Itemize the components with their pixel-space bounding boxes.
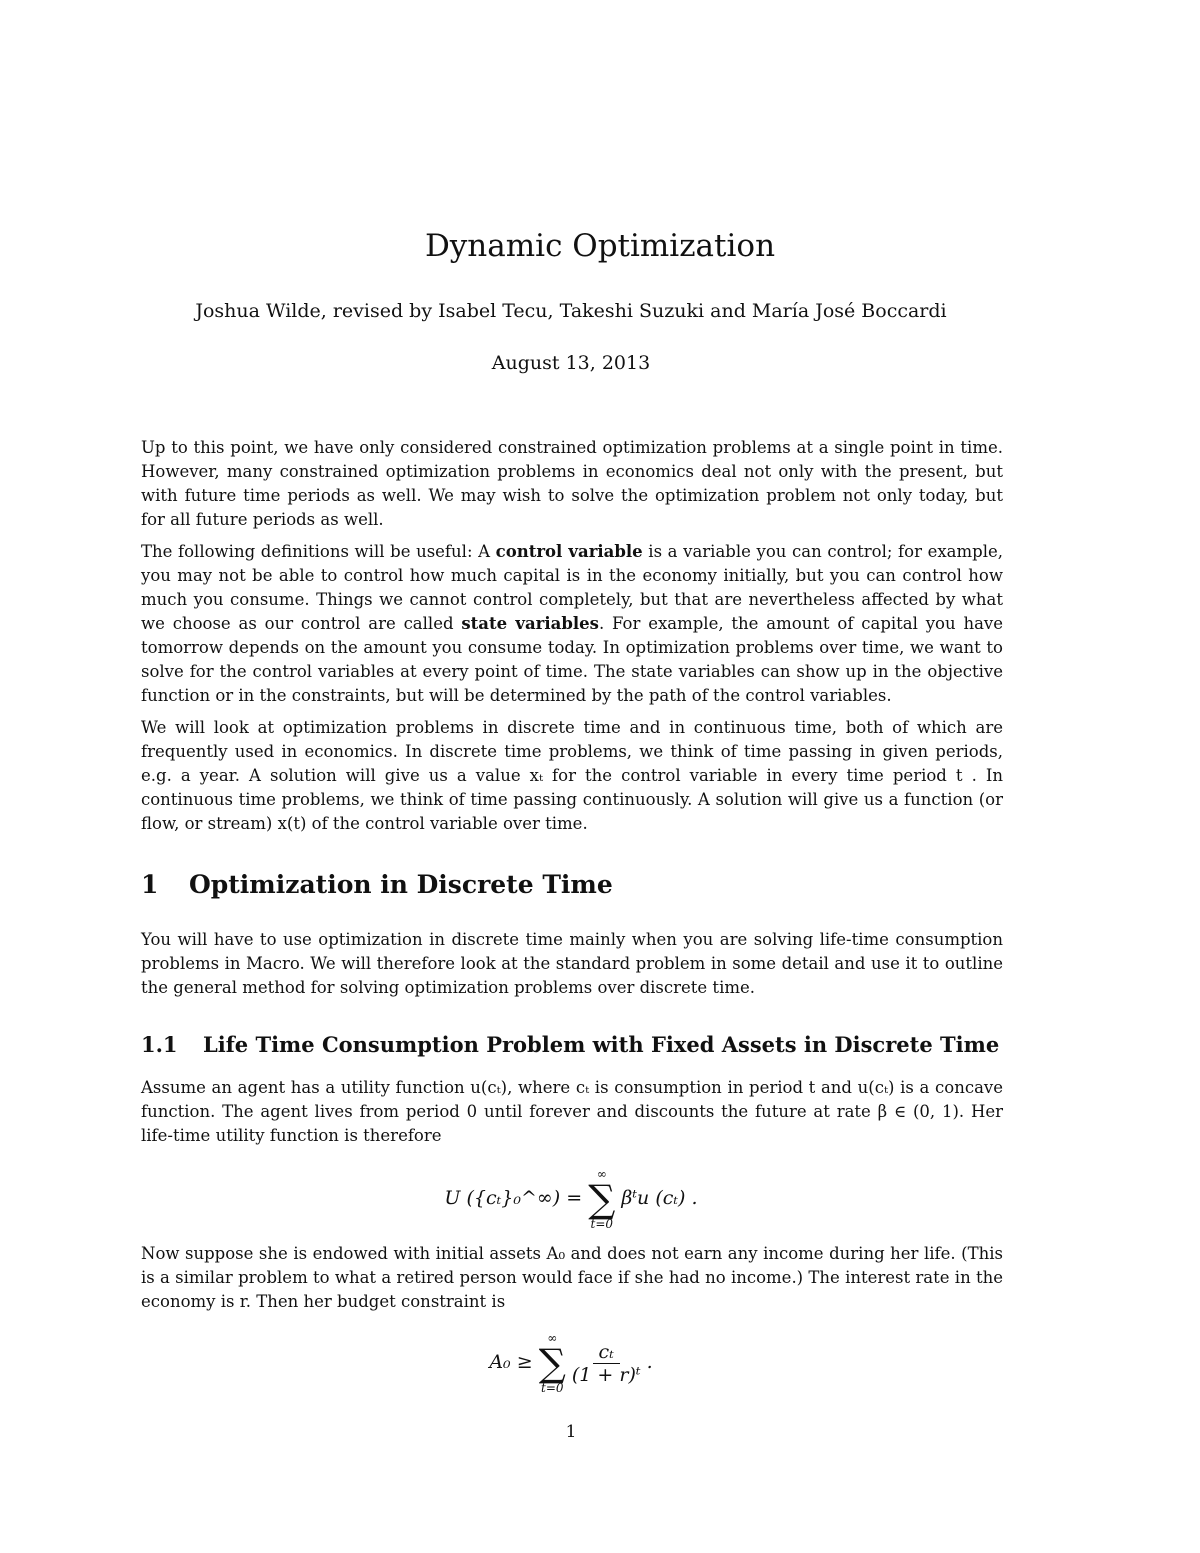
paper-title: Dynamic Optimization <box>424 228 776 264</box>
term-control-variable: control variable <box>495 542 643 561</box>
eq2-lhs: A₀ ≥ <box>489 1351 533 1373</box>
eq2-period: . <box>646 1351 653 1373</box>
term-state-variables: state variables <box>461 614 599 633</box>
eq1-summation <box>588 1168 615 1230</box>
intro-paragraph-3-text: We will look at optimization problems in discrete time and in continuous time, both of which are frequently used in economics. In discrete time problems, we think of time passing in given periods, e.g. a year. A solution will give us a value xₜ for the control variable in every time period t . In continuous time problems, we think of time passing continuously. A solution will give us a function (or flow, or stream) x(t) of the control variable over time. <box>141 718 1003 833</box>
section-1-1-title: Life Time Consumption Problem with Fixed Assets in Discrete Time <box>203 1032 1000 1057</box>
eq1-sum-lower: t=0 <box>590 1217 614 1231</box>
p2-text-b: is a variable you can control; for example, you may not be able to control how much capital is in the economy initially, but you can control how much you consume. Things we cannot control completely, but that are nevertheless affected by what we choose as our control are called <box>141 542 1003 633</box>
section-1-1-paragraph-1 <box>141 1076 1003 1148</box>
intro-paragraph-2 <box>141 540 1003 708</box>
equation-utility <box>0 1168 1142 1230</box>
eq2-sum-upper: ∞ <box>547 1331 558 1345</box>
intro-paragraph-1 <box>141 436 1003 532</box>
eq2-fraction <box>572 1341 641 1386</box>
section-1-paragraph-text: You will have to use optimization in discrete time mainly when you are solving life-time consumption problems in Macro. We will therefore look at the standard problem in some detail and use it to outline the general method for solving optimization problems over discrete time. <box>141 930 1003 997</box>
section-1-1-paragraph-2 <box>141 1242 1003 1314</box>
eq2-sum-symbol: ∑ <box>538 1341 566 1385</box>
eq1-sum-upper: ∞ <box>596 1167 607 1181</box>
intro-paragraph-1-text: Up to this point, we have only considered constrained optimization problems at a single point in time. However, many constrained optimization problems in economics deal not only with the present, but with future time periods as well. We may wish to solve the optimization problem not only today, but for all future periods as well. <box>141 438 1003 529</box>
eq1-sum-symbol: ∑ <box>588 1177 616 1221</box>
paper-date: August 13, 2013 <box>491 352 651 374</box>
p2-text-a: The following definitions will be useful: A <box>141 542 496 561</box>
eq2-summation <box>539 1332 566 1394</box>
eq2-numerator: cₜ <box>593 1341 620 1364</box>
equation-budget-constraint <box>0 1332 1142 1394</box>
eq2-denominator: (1 + r)ᵗ <box>571 1363 641 1386</box>
section-1-1-number: 1.1 <box>141 1032 178 1057</box>
page-number: 1 <box>565 1422 577 1442</box>
section-1-1-paragraph-2-text: Now suppose she is endowed with initial assets A₀ and does not earn any income during her life. (This is a similar problem to what a retired person would face if she had no income.) The interest rate in the economy is r. Then her budget constraint is <box>141 1244 1003 1311</box>
section-1-heading <box>141 870 613 899</box>
section-1-number: 1 <box>141 870 159 899</box>
paper-authors: Joshua Wilde, revised by Isabel Tecu, Takeshi Suzuki and María José Boccardi <box>195 300 947 322</box>
section-1-title: Optimization in Discrete Time <box>189 870 613 899</box>
section-1-1-heading <box>141 1032 999 1057</box>
section-1-paragraph <box>141 928 1003 1000</box>
p2-text-c: . For example, the amount of capital you have tomorrow depends on the amount you consume today. In optimization problems over time, we want to solve for the control variables at every point of time. The state variables can show up in the objective function or in the constraints, but will be determined by the path of the control variables. <box>141 614 1003 705</box>
eq1-rhs: βᵗu (cₜ) . <box>621 1187 698 1209</box>
intro-paragraph-3 <box>141 716 1003 836</box>
eq2-sum-lower: t=0 <box>541 1381 564 1395</box>
eq1-lhs: U ({cₜ}₀^∞) = <box>444 1187 583 1209</box>
section-1-1-paragraph-1-text: Assume an agent has a utility function u(cₜ), where cₜ is consumption in period t and u(cₜ) is a concave function. The agent lives from period 0 until forever and discounts the future at rate β ∈ (0, 1). Her life-time utility function is therefore <box>141 1078 1003 1145</box>
